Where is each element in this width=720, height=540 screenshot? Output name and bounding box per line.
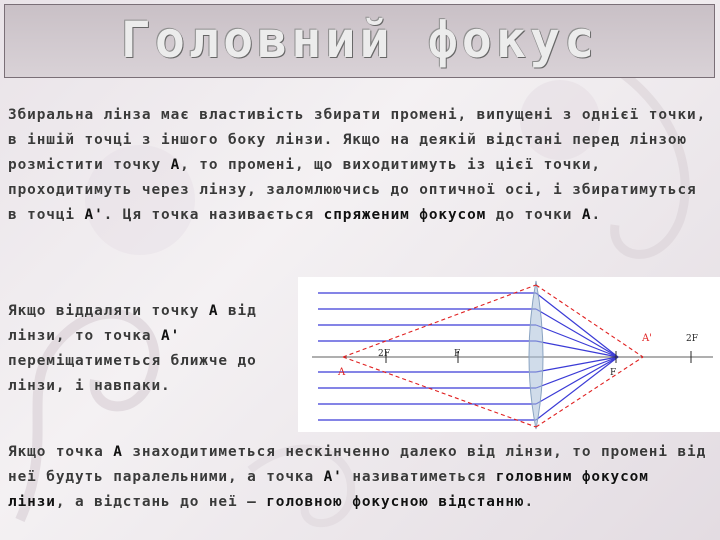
refracted-ray-2 [536,309,618,357]
refracted-ray-8 [536,357,618,420]
lens-shape [529,281,543,429]
refracted-ray-3 [536,325,618,357]
paragraph-converging-lens [8,103,714,228]
label-f: F [454,349,461,359]
conjugate-ray-bottom-in [343,357,536,427]
label-point-a-prime: A' [642,333,652,344]
title-bar [4,4,715,78]
parallel-rays [318,293,536,420]
label-point-a: A [338,367,346,378]
para3-text-4: , а відстань до неї — [55,494,267,510]
label-2f: 2F [378,349,390,359]
para2-text-1: Якщо віддаляти точку [8,303,209,319]
para2-point-a: А [208,303,219,319]
para3-term-principal-focus: головним фокусом лінзи [8,469,649,510]
para1-text-4: до точки [486,207,582,223]
para3-text-2: знаходитиметься нескінченно далеко від лінзи, то промені від неї будуть паралельними, а точка [8,444,707,485]
para3-text-5: . [524,494,535,510]
para3-term-focal-length: головною фокусною відстанню [266,494,525,510]
refracted-ray-4 [536,341,618,357]
refracted-ray-1 [536,293,618,357]
lens-diagram [298,277,720,432]
para1-point-a-prime: А' [84,207,104,223]
para3-point-a-prime: А' [323,469,343,485]
conjugate-ray-top-in [343,285,536,357]
label-f-right: F [610,368,617,378]
label-2f-right: 2F [686,334,698,344]
page-title: Головний фокус [120,11,599,69]
para3-point-a: А [113,444,123,460]
para2-text-2: від лінзи, то точка [8,303,257,344]
para3-text-1: Якщо точка [8,444,114,460]
para1-text-2: , то промені, що виходитимуть із цієї точки, проходитимуть через лінзу, заломлюючись до оптичної осі, і збиратимуться в точці [8,157,697,223]
para3-text-3: називатиметься [342,469,496,485]
lens-diagram-svg [298,277,720,432]
para2-text-3: переміщатиметься ближче до лінзи, і навпаки. [8,353,257,394]
refracted-ray-6 [536,357,618,388]
para1-text-1: Збиральна лінза має властивість збирати промені, випущені з однієї точки, в іншій точці з іншого боку лінзи. Якщо на деякій відстані перед лінзою розмістити точку [8,107,707,173]
para2-point-a-prime: А' [161,328,181,344]
para1-text-3: . Ця точка називається [103,207,324,223]
para1-text-5: . [591,207,602,223]
para1-point-a-2: А [581,207,592,223]
paragraph-moving-point [8,299,288,399]
paragraph-principal-focus [8,440,714,515]
para1-point-a: А [170,157,181,173]
para1-term-conjugate-focus: спряженим фокусом [323,207,487,223]
